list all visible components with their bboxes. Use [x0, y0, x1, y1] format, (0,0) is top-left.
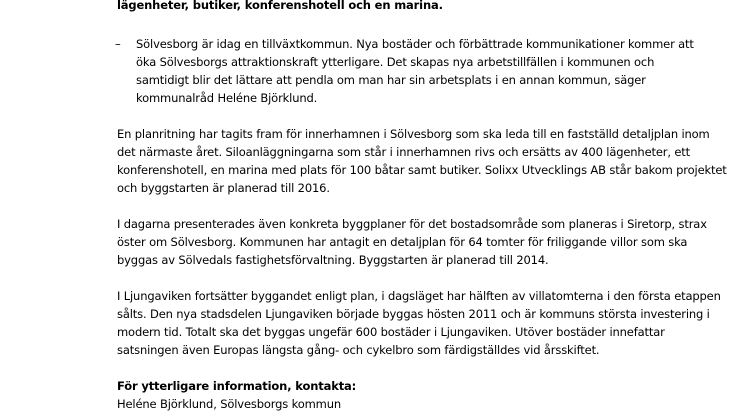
paragraph-line: I dagarna presenterades även konkreta byggplaner för det bostadsområde som planeras i Siretorp, strax — [117, 217, 707, 231]
paragraph-line: konferenshotell, en marina med plats för 100 båtar samt butiker. Solixx Utvecklings AB står bakom projektet — [117, 163, 727, 177]
contact-name: Heléne Björklund, Sölvesborgs kommun — [117, 397, 341, 411]
paragraph-line: sålts. Den nya stadsdelen Ljungaviken började byggas hösten 2011 och är kommuns största investering i — [117, 307, 710, 321]
bullet-line: samtidigt blir det lättare att pendla om man har sin arbetsplats i en annan kommun, säger — [136, 73, 646, 87]
bullet-marker: – — [115, 37, 121, 51]
bullet-line: öka Sölvesborgs attraktionskraft ytterligare. Det skapas nya arbetstillfällen i kommunen och — [136, 55, 655, 69]
paragraph-line: byggas av Sölvedals fastighetsförvaltning. Byggstarten är planerad till 2014. — [117, 253, 549, 267]
intro-tail-text: lägenheter, butiker, konferenshotell och en marina. — [117, 0, 443, 12]
paragraph-line: modern tid. Totalt ska det byggas ungefär 600 bostäder i Ljungaviken. Utöver bostäder innefattar — [117, 325, 665, 339]
bullet-line: kommunalråd Heléne Björklund. — [136, 91, 318, 105]
paragraph-line: och byggstarten är planerad till 2016. — [117, 181, 330, 195]
paragraph-line: öster om Sölvesborg. Kommunen har antagit en detaljplan för 64 tomter för friliggande villor som ska — [117, 235, 688, 249]
paragraph-line: En planritning har tagits fram för innerhamnen i Sölvesborg som ska leda till en fastställd detaljplan inom — [117, 127, 710, 141]
paragraph-line: det närmaste året. Siloanläggningarna som står i innerhamnen rivs och ersätts av 400 lägenheter, ett — [117, 145, 691, 159]
paragraph-line: I Ljungaviken fortsätter byggandet enligt plan, i dagsläget har hälften av villatomterna i den första etappen — [117, 289, 721, 303]
contact-heading: För ytterligare information, kontakta: — [117, 379, 357, 393]
paragraph-line: satsningen även Europas längsta gång- och cykelbro som färdigställdes vid årsskiftet. — [117, 343, 600, 357]
bullet-line: Sölvesborg är idag en tillväxtkommun. Nya bostäder och förbättrade kommunikationer kommer att — [136, 37, 694, 51]
